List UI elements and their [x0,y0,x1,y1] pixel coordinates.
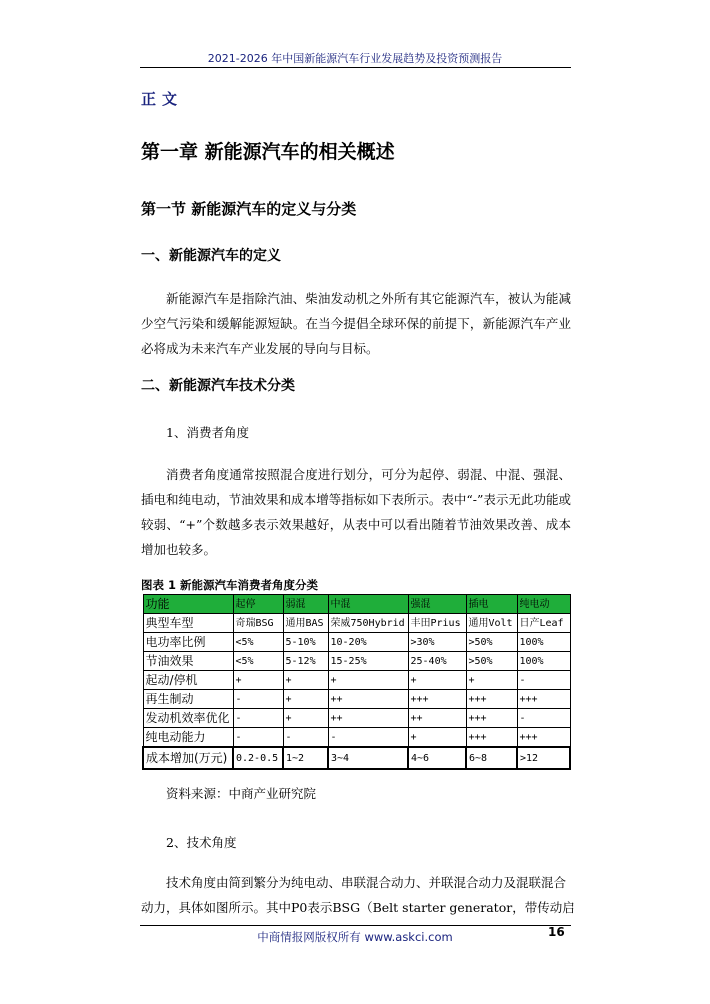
table-cell: 1~2 [283,747,328,769]
table-cell: >12 [517,747,570,769]
chapter-title: 第一章 新能源汽车的相关概述 [141,141,395,163]
item-consumer-perspective: 1、消费者角度 [166,425,249,440]
classification-table [142,594,571,770]
footer-copyright: 中商情报网版权所有 www.askci.com [257,930,453,944]
table-row [143,652,570,671]
table-cell: +++ [517,728,570,748]
table-row-label: 发动机效率优化 [143,709,233,728]
table-cell: - [233,728,283,748]
table-cell: 5-10% [283,633,328,652]
table-cell: >30% [408,633,466,652]
table-cell: +++ [466,690,517,709]
table-caption: 图表 1 新能源汽车消费者角度分类 [141,578,319,592]
table-cell: 100% [517,633,570,652]
table-row-label: 功能 [143,595,233,614]
body-label: 正文 [141,90,184,108]
table-cell: 荣威750Hybrid [328,614,408,633]
table-cell: 强混 [408,595,466,614]
table-cell: 0.2-0.5 [233,747,283,769]
table-cell: 3~4 [328,747,408,769]
table-cell: 15-25% [328,652,408,671]
table-row-label: 节油效果 [143,652,233,671]
table-row [143,614,570,633]
page-number: 16 [548,925,565,939]
table-cell: +++ [466,728,517,748]
table-cell: 10-20% [328,633,408,652]
table-row-label: 起动/停机 [143,671,233,690]
table-cell: 5-12% [283,652,328,671]
table-cell: 通用Volt [466,614,517,633]
table-cell: + [283,671,328,690]
table-cell: +++ [517,690,570,709]
table-cell: + [466,671,517,690]
table-cell: ++ [408,709,466,728]
footer-rule [140,925,571,926]
table-cell: - [328,728,408,748]
table-row [143,671,570,690]
table-row-label: 纯电动能力 [143,728,233,748]
table-cell: >50% [466,633,517,652]
table-cell: ++ [328,690,408,709]
table-cell: 纯电动 [517,595,570,614]
table-row-label: 再生制动 [143,690,233,709]
table-row [143,747,570,769]
table-cell: + [408,671,466,690]
table-cell: + [283,709,328,728]
table-cell: 插电 [466,595,517,614]
table-cell: + [328,671,408,690]
table-cell: >50% [466,652,517,671]
header-rule [140,67,571,68]
table-row [143,690,570,709]
subsection-title-classification: 二、新能源汽车技术分类 [141,378,295,394]
table-row-label: 典型车型 [143,614,233,633]
table-row [143,709,570,728]
table-cell: 奇瑞BSG [233,614,283,633]
table-row [143,728,570,748]
table-cell: 丰田Prius [408,614,466,633]
section-title: 第一节 新能源汽车的定义与分类 [141,200,357,218]
table-source: 资料来源：中商产业研究院 [166,786,317,801]
table-cell: 中混 [328,595,408,614]
table-cell: - [283,728,328,748]
table-cell: - [233,709,283,728]
technical-paragraph-line-2: 动力，具体如图所示。其中P0表示BSG（Belt starter generator，带传动启 [141,900,575,915]
table-cell: + [233,671,283,690]
item-technical-perspective: 2、技术角度 [166,835,237,850]
table-cell: + [408,728,466,748]
table-cell: 弱混 [283,595,328,614]
table-cell: ++ [328,709,408,728]
table-row-label: 成本增加(万元) [143,747,233,769]
table-cell: 4~6 [408,747,466,769]
table-cell: 通用BAS [283,614,328,633]
table-cell: +++ [408,690,466,709]
table-cell: 起停 [233,595,283,614]
consumer-paragraph: 消费者角度通常按照混合度进行划分，可分为起停、弱混、中混、强混、插电和纯电动，节油效果和成本增等指标如下表所示。表中“-”表示无此功能或较弱、“+”个数越多表示效果越好，从表中可以看出随着节油效果改善、成本增加也较多。 [141,467,571,557]
subsection-title-definition: 一、新能源汽车的定义 [141,248,281,264]
table-cell: 25-40% [408,652,466,671]
table-cell: <5% [233,652,283,671]
table-cell: +++ [466,709,517,728]
definition-paragraph: 新能源汽车是指除汽油、柴油发动机之外所有其它能源汽车，被认为能减少空气污染和缓解能源短缺。在当今提倡全球环保的前提下，新能源汽车产业必将成为未来汽车产业发展的导向与目标。 [141,291,571,356]
table-row-label: 电功率比例 [143,633,233,652]
technical-paragraph-line-1: 技术角度由简到繁分为纯电动、串联混合动力、并联混合动力及混联混合 [166,875,567,890]
running-header: 2021-2026 年中国新能源汽车行业发展趋势及投资预测报告 [207,52,503,65]
table-cell: <5% [233,633,283,652]
table-cell: 6~8 [466,747,517,769]
table-cell: - [517,709,570,728]
table-cell: + [283,690,328,709]
table-cell: - [517,671,570,690]
table-cell: 日产Leaf [517,614,570,633]
table-row [143,595,570,614]
table-row [143,633,570,652]
table-cell: - [233,690,283,709]
table-cell: 100% [517,652,570,671]
